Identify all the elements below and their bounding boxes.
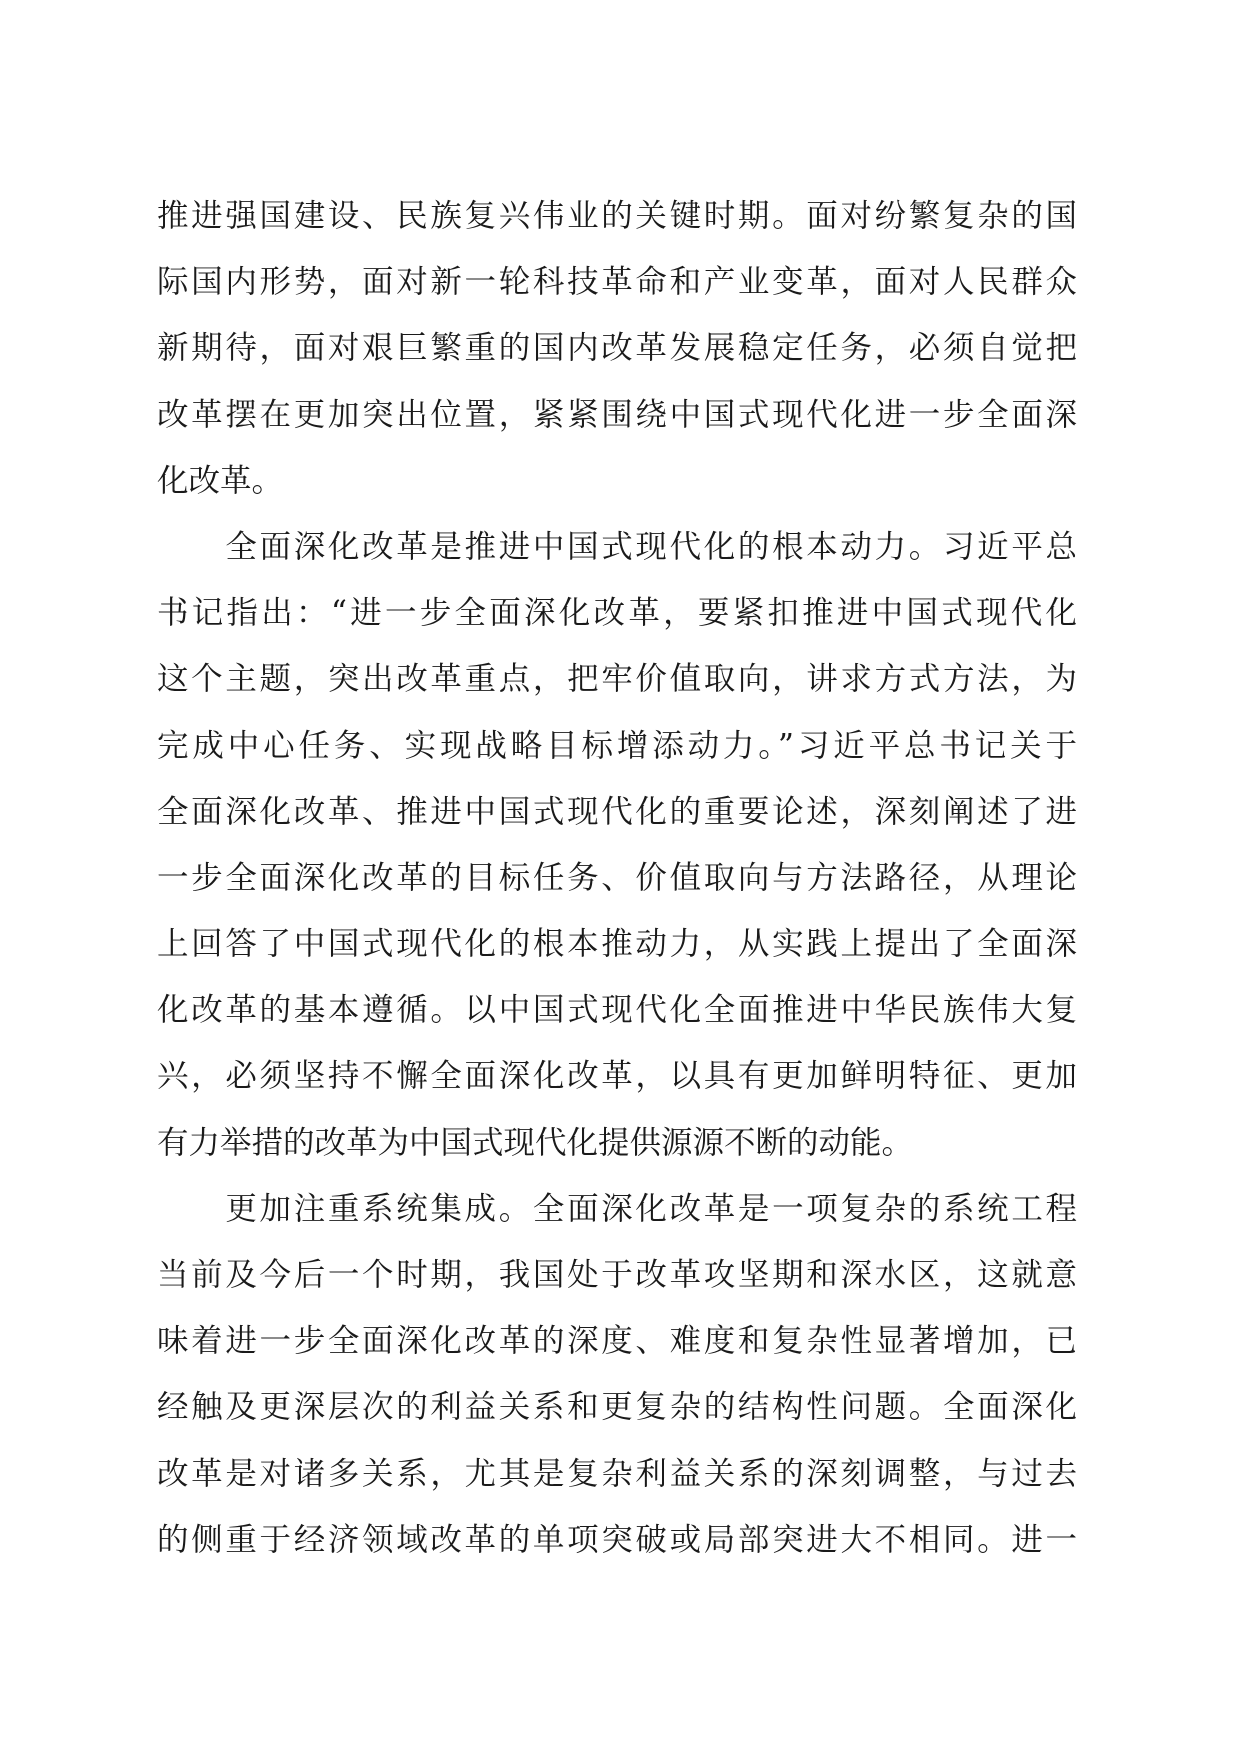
text-line: 化改革的基本遵循。以中国式现代化全面推进中华民族伟大复 (157, 992, 1077, 1029)
text-line: 有力举措的改革为中国式现代化提供源源不断的动能。 (157, 1124, 914, 1161)
text-line: 全面深化改革是推进中国式现代化的根本动力。习近平总 (157, 528, 1077, 565)
text-line: 完成中心任务、实现战略目标增添动力。”习近平总书记关于 (157, 727, 1077, 764)
text-line: 上回答了中国式现代化的根本推动力，从实践上提出了全面深 (157, 926, 1077, 963)
text-line: 改革是对诸多关系，尤其是复杂利益关系的深刻调整，与过去 (157, 1455, 1077, 1492)
document-body (157, 183, 1077, 1573)
text-line: 际国内形势，面对新一轮科技革命和产业变革，面对人民群众 (157, 264, 1077, 301)
text-line: 味着进一步全面深化改革的深度、难度和复杂性显著增加，已 (157, 1323, 1077, 1360)
text-line: 这个主题，突出改革重点，把牢价值取向，讲求方式方法，为 (157, 661, 1077, 698)
text-line: 新期待，面对艰巨繁重的国内改革发展稳定任务，必须自觉把 (157, 330, 1077, 367)
text-line: 改革摆在更加突出位置，紧紧围绕中国式现代化进一步全面深 (157, 396, 1077, 433)
text-line: 全面深化改革、推进中国式现代化的重要论述，深刻阐述了进 (157, 793, 1077, 830)
text-line: 推进强国建设、民族复兴伟业的关键时期。面对纷繁复杂的国 (157, 198, 1077, 234)
text-line: 当前及今后一个时期，我国处于改革攻坚期和深水区，这就意 (157, 1257, 1077, 1293)
text-line: 一步全面深化改革的目标任务、价值取向与方法路径，从理论 (157, 859, 1077, 896)
text-line: 兴，必须坚持不懈全面深化改革，以具有更加鲜明特征、更加 (157, 1058, 1077, 1095)
text-line: 经触及更深层次的利益关系和更复杂的结构性问题。全面深化 (157, 1389, 1077, 1426)
text-line: 的侧重于经济领域改革的单项突破或局部突进大不相同。进一 (157, 1521, 1077, 1558)
text-line: 更加注重系统集成。全面深化改革是一项复杂的系统工程 (157, 1190, 1077, 1227)
text-line: 书记指出：“进一步全面深化改革，要紧扣推进中国式现代化 (157, 595, 1077, 632)
text-line: 化改革。 (157, 462, 284, 499)
